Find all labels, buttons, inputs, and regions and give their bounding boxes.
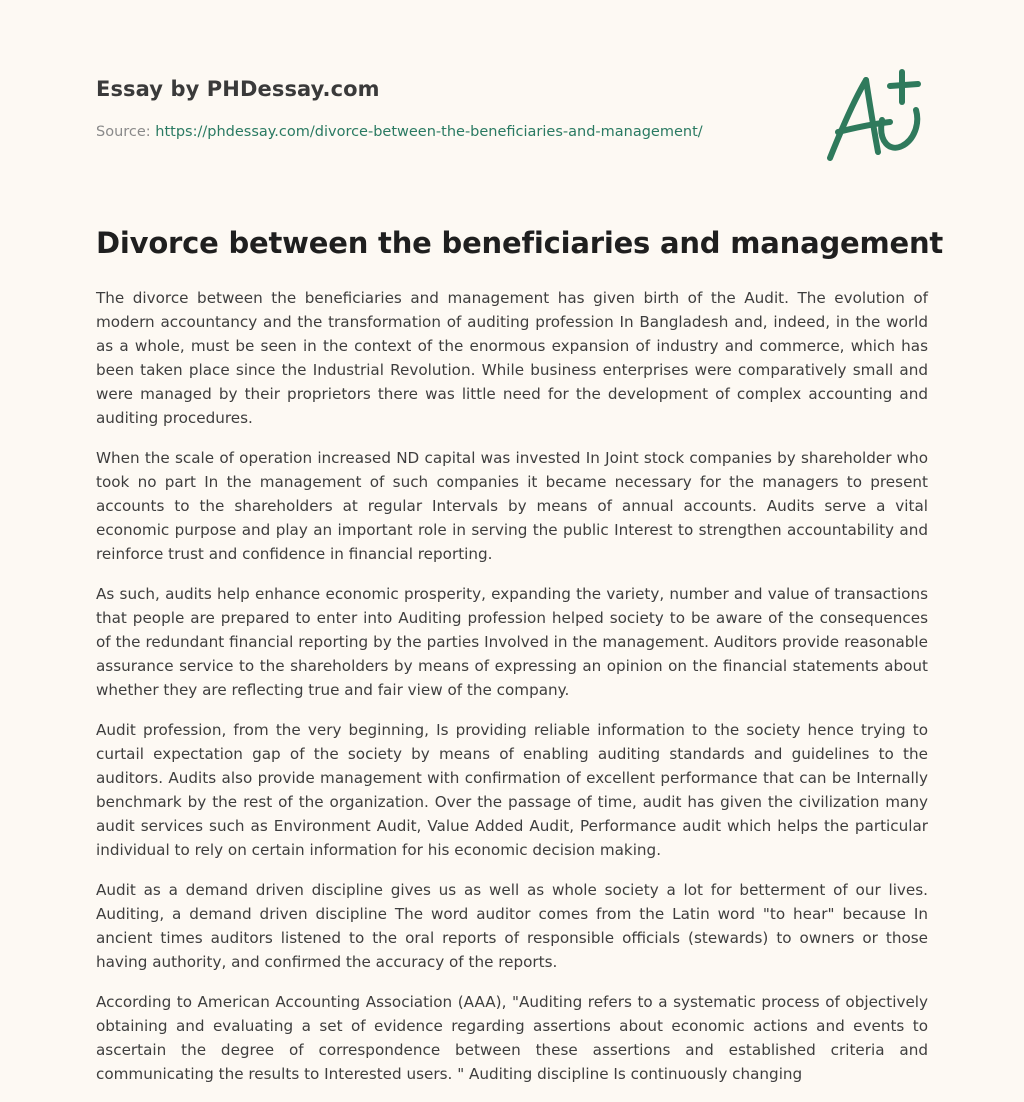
essay-paragraph: When the scale of operation increased ND capital was invested In Joint stock companies by shareholder who took no part In the management of such companies it became necessary for the managers to present accounts to the shareholders at regular Intervals by means of annual accounts. Audits serve a vital economic purpose and play an important role in serving the public Interest to strengthen accountability and reinforce trust and confidence in financial reporting. [96,449,928,563]
essay-paragraph: As such, audits help enhance economic prosperity, expanding the variety, number and value of transactions that people are prepared to enter into Auditing profession helped society to be aware of the consequences of the redundant financial reporting by the parties Involved in the management. Auditors provide reasonable assurance service to the shareholders by means of expressing an opinion on the financial statements about whether they are reflecting true and fair view of the company. [96,585,928,699]
essay-title: Divorce between the beneficiaries and management [96,226,944,260]
essay-body [96,286,928,1102]
essay-paragraph: According to American Accounting Association (AAA), "Auditing refers to a systematic process of objectively obtaining and evaluating a set of evidence regarding assertions about economic actions and events to ascertain the degree of correspondence between these assertions and established criteria and communicating the results to Interested users. " Auditing discipline Is continuously changing [96,993,928,1083]
source-link[interactable]: https://phdessay.com/divorce-between-the-beneficiaries-and-management/ [155,124,703,140]
a-plus-logo-icon [820,66,930,166]
source-label: Source: [96,124,151,140]
essay-paragraph: Audit profession, from the very beginning, Is providing reliable information to the society hence trying to curtail expectation gap of the society by means of enabling auditing standards and guidelines to the auditors. Audits also provide management with confirmation of excellent performance that can be Internally benchmark by the rest of the organization. Over the passage of time, audit has given the civilization many audit services such as Environment Audit, Value Added Audit, Performance audit which helps the particular individual to rely on certain information for his economic decision making. [96,721,928,859]
site-title: Essay by PHDessay.com [96,77,380,101]
source-line [96,124,703,140]
essay-paragraph: Audit as a demand driven discipline gives us as well as whole society a lot for betterment of our lives. Auditing, a demand driven discipline The word auditor comes from the Latin word "to hear" because In ancient times auditors listened to the oral reports of responsible officials (stewards) to owners or those having authority, and confirmed the accuracy of the reports. [96,881,928,971]
essay-paragraph: The divorce between the beneficiaries and management has given birth of the Audit. The evolution of modern accountancy and the transformation of auditing profession In Bangladesh and, indeed, in the world as a whole, must be seen in the context of the enormous expansion of industry and commerce, which has been taken place since the Industrial Revolution. While business enterprises were comparatively small and were managed by their proprietors there was little need for the development of complex accounting and auditing procedures. [96,289,928,427]
